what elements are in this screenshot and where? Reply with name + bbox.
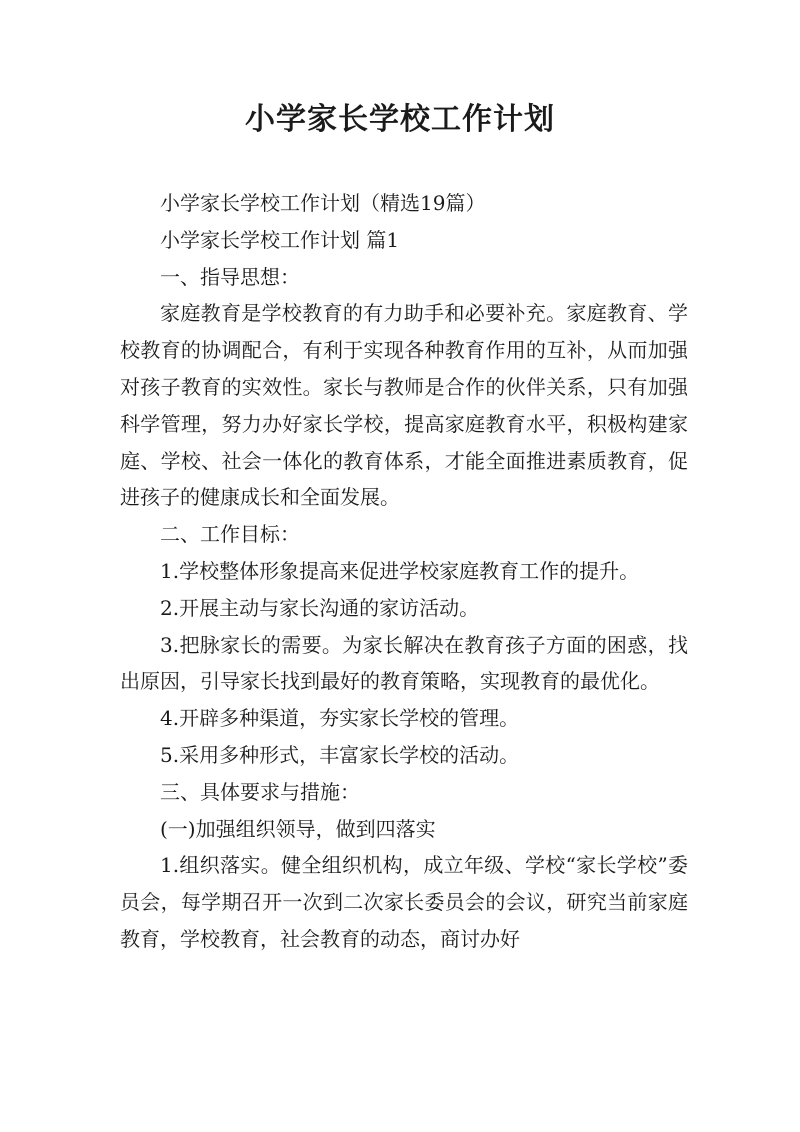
- goal-item-5: 5.采用多种形式，丰富家长学校的活动。: [160, 742, 520, 767]
- paragraph-section-heading: 小学家长学校工作计划 篇1: [160, 227, 400, 252]
- goal-item-4: 4.开辟多种渠道，夯实家长学校的管理。: [160, 706, 520, 731]
- document-body: [120, 185, 688, 958]
- goal-item-1: 1.学校整体形象提高来促进学校家庭教育工作的提升。: [160, 558, 640, 583]
- paragraph-organization: 1.组织落实。健全组织机构，成立年级、学校“家长学校”委员会，每学期召开一次到二次家长委员会的会议，研究当前家庭教育，学校教育，社会教育的动态，商讨办好: [120, 853, 688, 951]
- heading-requirements-measures: 三、具体要求与措施：: [160, 779, 360, 804]
- goal-item-3: 3.把脉家长的需要。为家长解决在教育孩子方面的困惑，找出原因，引导家长找到最好的教育策略，实现教育的最优化。: [120, 632, 688, 694]
- subheading-organization: (一)加强组织领导，做到四落实: [160, 816, 436, 841]
- paragraph-guiding-ideology: 家庭教育是学校教育的有力助手和必要补充。家庭教育、学校教育的协调配合，有利于实现各种教育作用的互补，从而加强对孩子教育的实效性。家长与教师是合作的伙伴关系，只有加强科学管理，努力办好家长学校，提高家庭教育水平，积极构建家庭、学校、社会一体化的教育体系，才能全面推进素质教育，促进孩子的健康成长和全面发展。: [120, 301, 688, 510]
- heading-work-goals: 二、工作目标：: [160, 522, 300, 547]
- paragraph-subtitle: 小学家长学校工作计划（精选19篇）: [160, 191, 486, 215]
- document-title: 小学家长学校工作计划: [245, 102, 555, 137]
- goal-item-2: 2.开展主动与家长沟通的家访活动。: [160, 595, 480, 620]
- heading-guiding-ideology: 一、指导思想：: [160, 264, 300, 289]
